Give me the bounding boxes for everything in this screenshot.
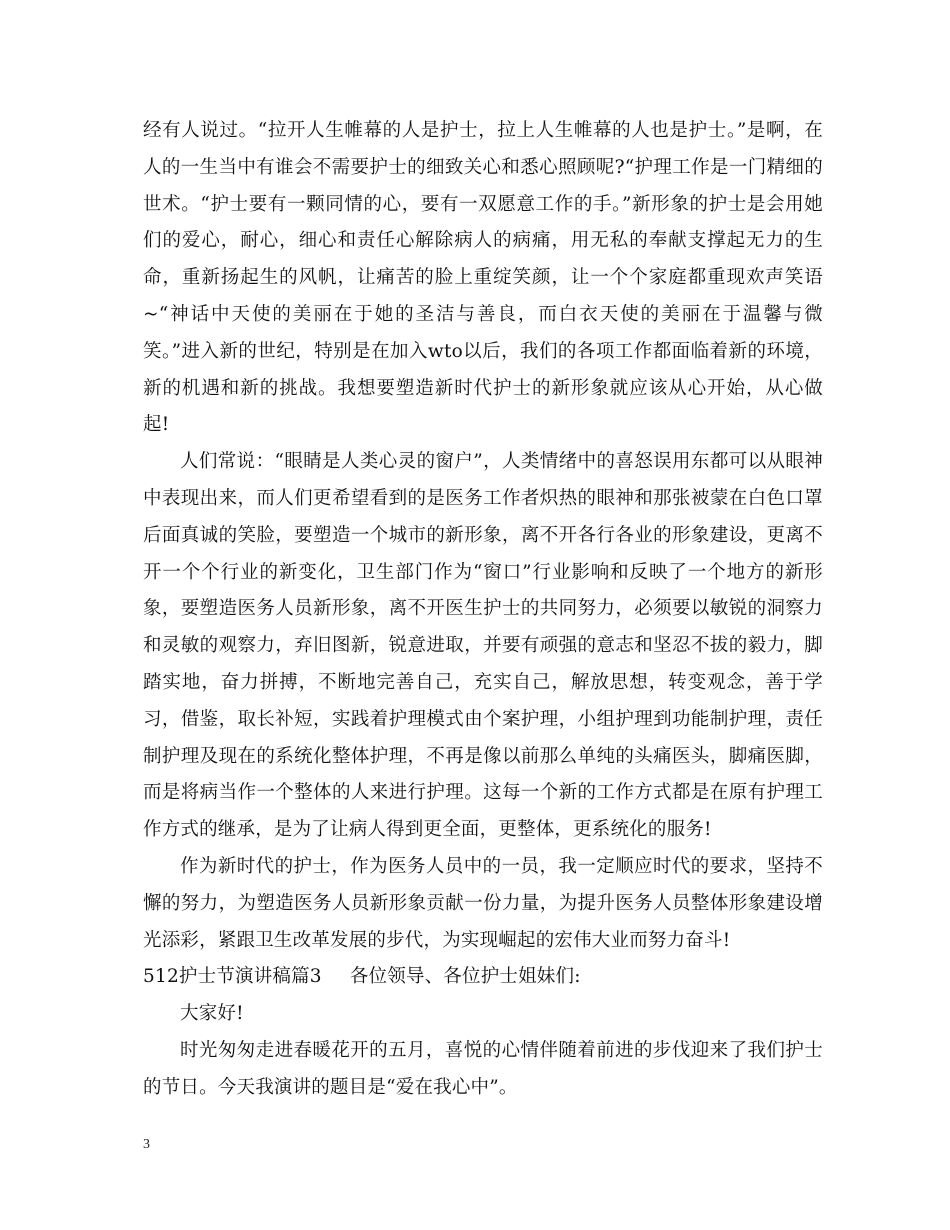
salutation: 各位领导、各位护士姐妹们:	[349, 966, 581, 988]
body-text	[143, 113, 823, 1107]
section-heading-line	[143, 959, 823, 996]
paragraph-closing: 时光匆匆走进春暖花开的五月，喜悦的心情伴随着前进的步伐迎来了我们护士的节日。今天我演讲的题目是“爱在我心中”。	[143, 1039, 823, 1098]
paragraph-1: 经有人说过。“拉开人生帷幕的人是护士，拉上人生帷幕的人也是护士。”是啊，在人的一生当中有谁会不需要护士的细致关心和悉心照顾呢?“护理工作是一门精细的世术。“护士要有一颗同情的心，要有一双愿意工作的手。”新形象的护士是会用她们的爱心，耐心，细心和责任心解除病人的病痛，用无私的奉献支撑起无力的生命，重新扬起生的风帆，让痛苦的脸上重绽笑颜，让一个个家庭都重现欢声笑语~“神话中天使的美丽在于她的圣洁与善良，而白衣天使的美丽在于温馨与微笑。”进入新的世纪，特别是在加入wto以后，我们的各项工作都面临着新的环境，新的机遇和新的挑战。我想要塑造新时代护士的新形象就应该从心开始，从心做起!	[143, 120, 823, 436]
greeting: 大家好!	[180, 1003, 244, 1025]
section-title: 512护士节演讲稿篇3	[143, 966, 322, 988]
paragraph-3: 作为新时代的护士，作为医务人员中的一员，我一定顺应时代的要求，坚持不懈的努力，为塑造医务人员新形象贡献一份力量，为提升医务人员整体形象建设增光添彩，紧跟卫生改革发展的步代，为实现崛起的宏伟大业而努力奋斗!	[143, 855, 823, 951]
page-number: 3	[143, 1137, 150, 1152]
paragraph-2: 人们常说：“眼睛是人类心灵的窗户”，人类情绪中的喜怒误用东都可以从眼神中表现出来，而人们更希望看到的是医务工作者炽热的眼神和那张被蒙在白色口罩后面真诚的笑脸，要塑造一个城市的新形象，离不开各行各业的形象建设，更离不开一个个行业的新变化，卫生部门作为“窗口”行业影响和反映了一个地方的新形象，要塑造医务人员新形象，离不开医生护士的共同努力，必须要以敏锐的洞察力和灵敏的观察力，弃旧图新，锐意进取，并要有顽强的意志和坚忍不拔的毅力，脚踏实地，奋力拼搏，不断地完善自己，充实自己，解放思想，转变观念，善于学习，借鉴，取长补短，实践着护理模式由个案护理，小组护理到功能制护理，责任制护理及现在的系统化整体护理，不再是像以前那么单纯的头痛医头，脚痛医脚，而是将病当作一个整体的人来进行护理。这每一个新的工作方式都是在原有护理工作方式的继承，是为了让病人得到更全面，更整体，更系统化的服务!	[143, 451, 823, 841]
